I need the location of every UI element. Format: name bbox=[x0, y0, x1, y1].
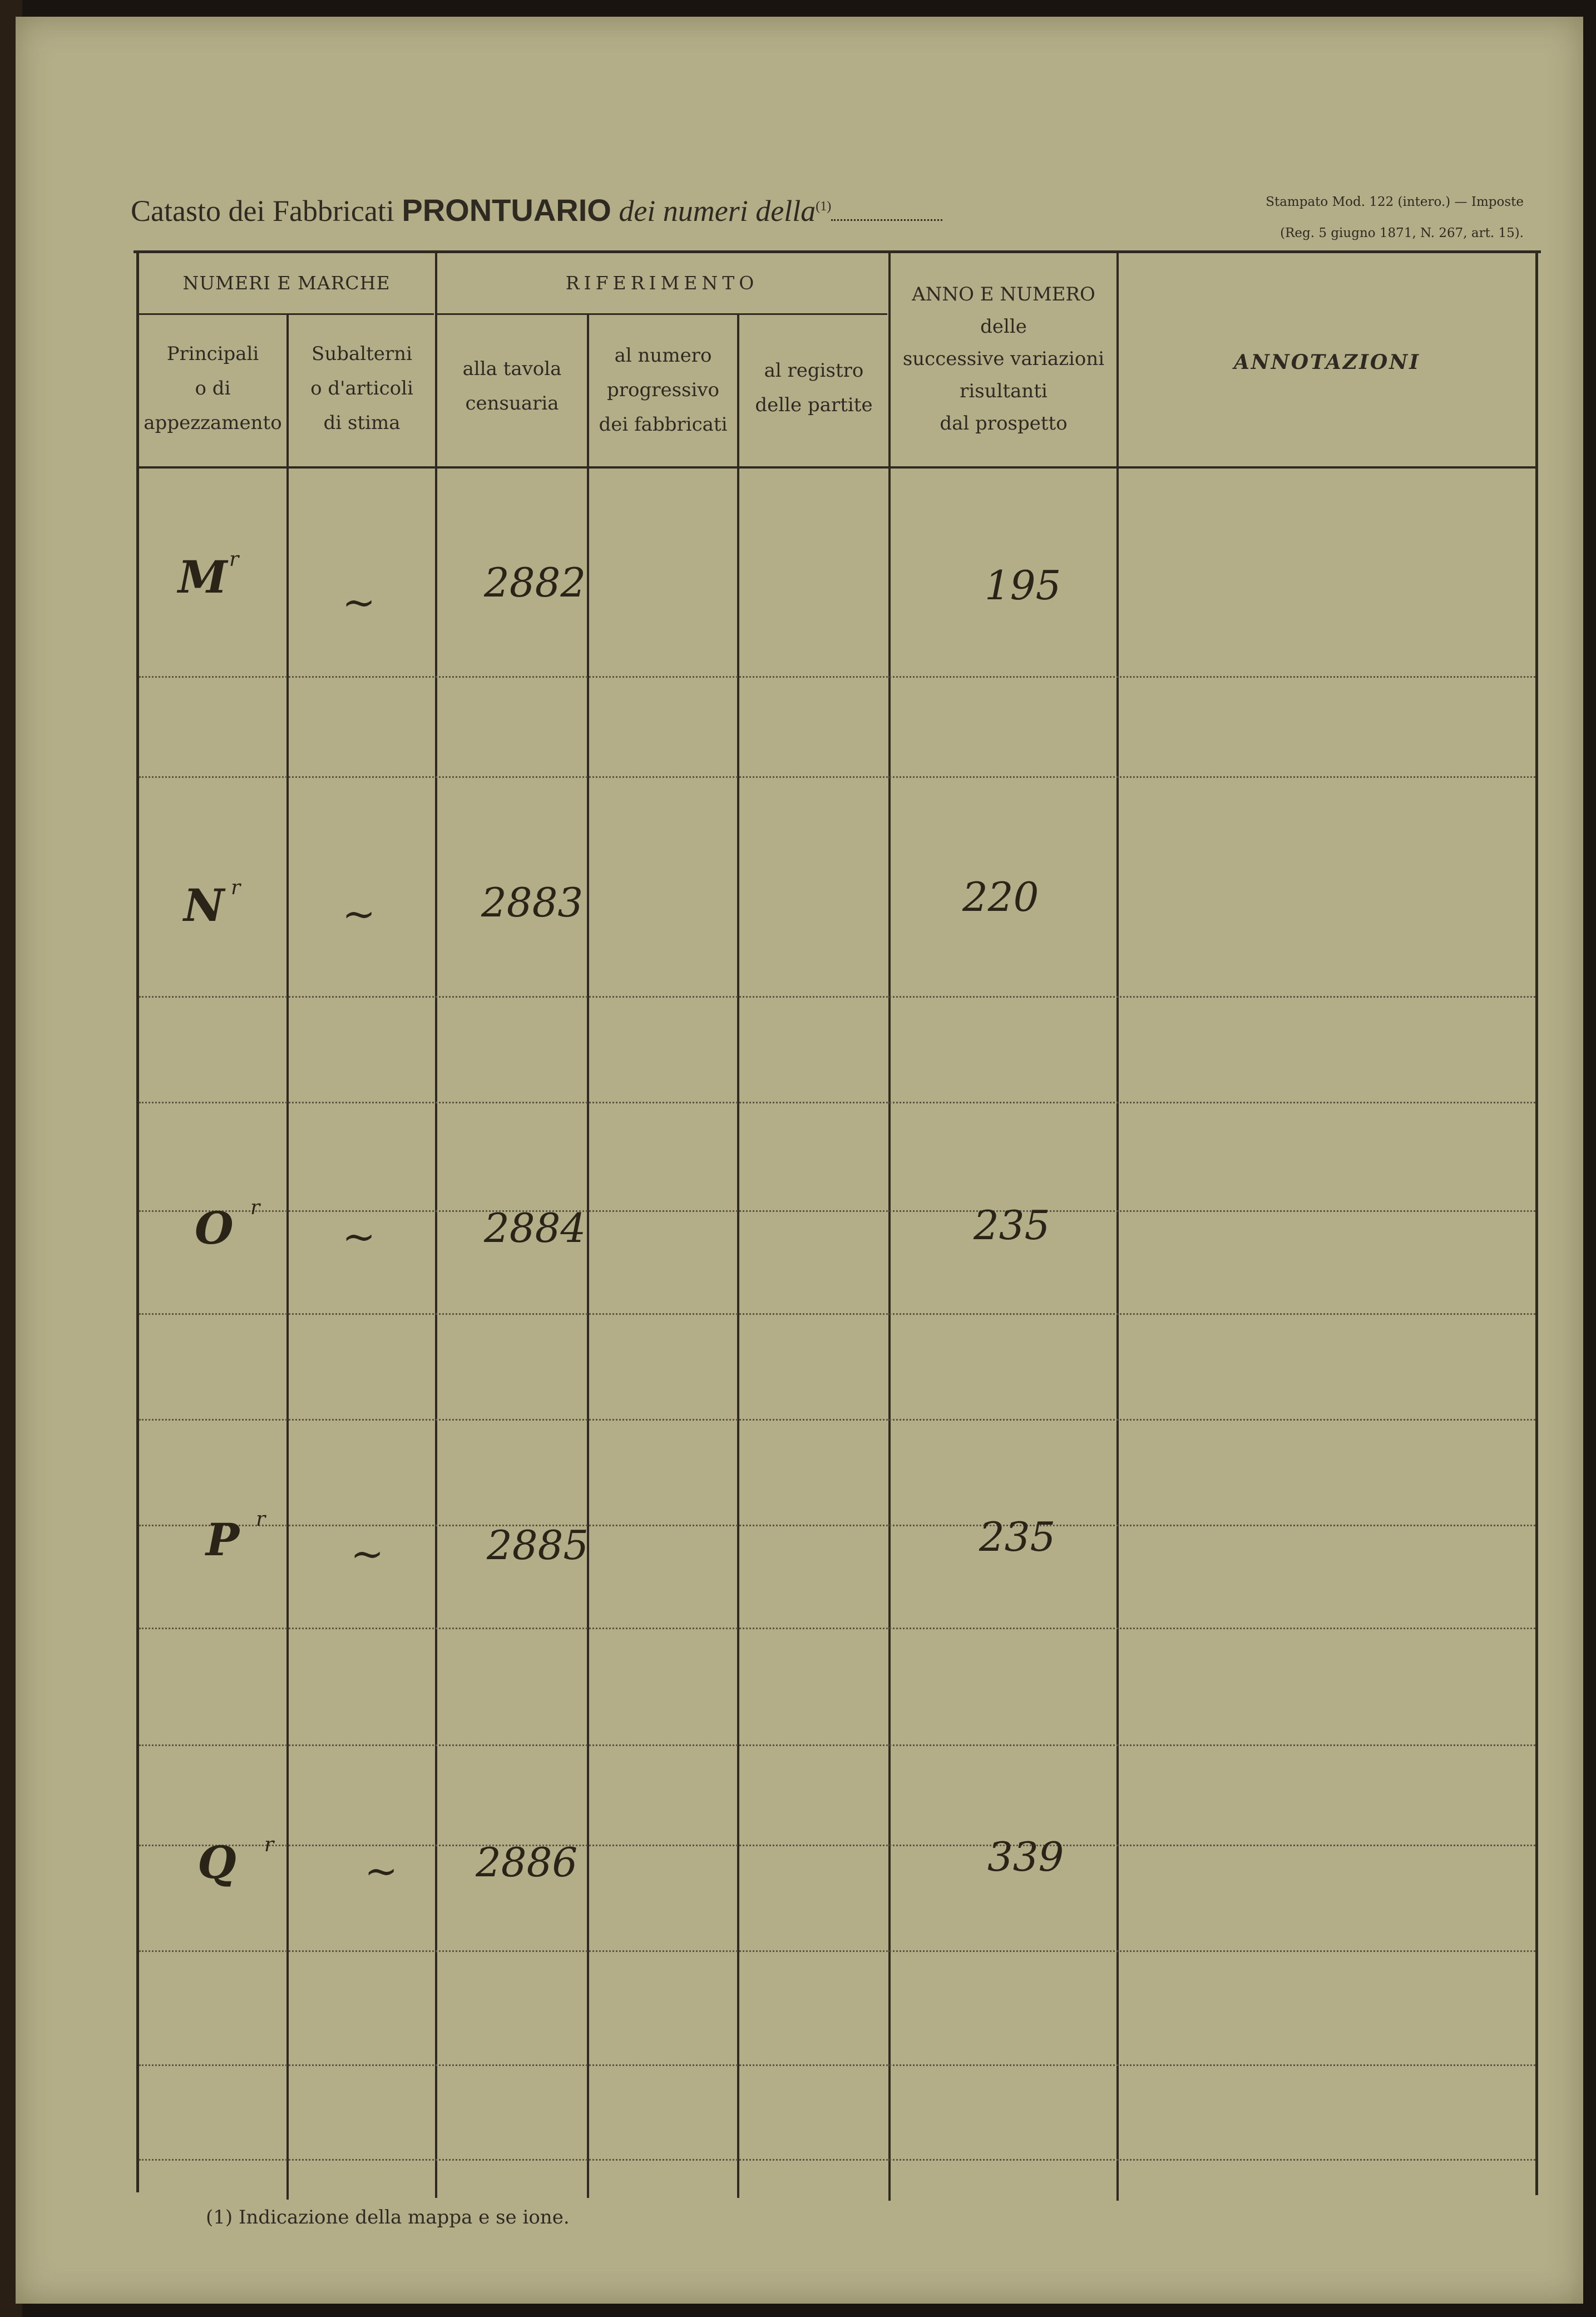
stamp-line-2: (Reg. 5 giugno 1871, N. 267, art. 15). bbox=[1280, 226, 1524, 240]
row-anno: 195 bbox=[985, 562, 1061, 609]
row-subalterno: ~ bbox=[350, 1530, 384, 1577]
ruling-line bbox=[139, 1419, 1535, 1421]
header-principali-line3: appezzamento bbox=[144, 412, 282, 434]
footnote: (1) Indicazione della mappa e se ione. bbox=[206, 2206, 570, 2229]
header-subalterni bbox=[289, 337, 435, 440]
header-anno-line3: successive variazioni bbox=[902, 348, 1105, 370]
row-tavola: 2886 bbox=[476, 1839, 578, 1886]
col-divider-3 bbox=[587, 314, 589, 2198]
row-mark-sup: r bbox=[256, 1508, 266, 1531]
row-mark-sup: r bbox=[250, 1196, 260, 1219]
row-mark-sup: r bbox=[231, 876, 241, 899]
header-annotazioni: ANNOTAZIONI bbox=[1233, 351, 1421, 374]
header-registro-line2: delle partite bbox=[755, 394, 873, 416]
row-mark: Q bbox=[197, 1836, 236, 1889]
row-anno: 220 bbox=[962, 874, 1039, 920]
row-anno: 339 bbox=[987, 1833, 1064, 1880]
ruling-line bbox=[139, 776, 1535, 778]
header-principali bbox=[139, 337, 286, 440]
ruling-line bbox=[139, 2064, 1535, 2066]
row-mark: M bbox=[178, 551, 228, 603]
header-numero-line1: al numero bbox=[614, 344, 712, 367]
header-anno-line4: risultanti bbox=[960, 380, 1047, 402]
header-tavola-line1: alla tavola bbox=[462, 358, 562, 380]
header-subalterni-line3: di stima bbox=[323, 412, 401, 434]
header-numero-line2: progressivo bbox=[606, 379, 720, 401]
row-subalterno: ~ bbox=[364, 1847, 398, 1894]
row-mark: P bbox=[206, 1514, 240, 1566]
row-subalterno: ~ bbox=[342, 579, 376, 625]
header-anno-line5: dal prospetto bbox=[940, 412, 1068, 435]
header-anno-line2: delle bbox=[980, 315, 1027, 338]
header-registro-line1: al registro bbox=[764, 359, 864, 382]
row-mark-sup: r bbox=[229, 548, 239, 571]
group2-underline bbox=[437, 313, 887, 315]
ruling-line bbox=[139, 1102, 1535, 1103]
ruling-line bbox=[139, 1950, 1535, 1952]
header-tavola-line2: censuaria bbox=[465, 392, 559, 415]
col-divider-6 bbox=[1116, 253, 1119, 2201]
header-numero bbox=[589, 338, 737, 442]
row-anno: 235 bbox=[974, 1202, 1050, 1249]
header-anno-numero bbox=[891, 278, 1116, 440]
col-divider-1 bbox=[286, 313, 289, 2200]
title-footnote-ref: (1) bbox=[816, 199, 832, 214]
stamp-line-1: Stampato Mod. 122 (intero.) — Imposte bbox=[1266, 195, 1524, 209]
row-mark: O bbox=[195, 1202, 234, 1254]
ruling-line bbox=[139, 676, 1535, 678]
col-divider-2 bbox=[435, 253, 437, 2198]
ruling-line bbox=[139, 1744, 1535, 1746]
row-subalterno: ~ bbox=[342, 890, 376, 937]
header-principali-line2: o di bbox=[195, 377, 231, 400]
row-subalterno: ~ bbox=[342, 1213, 376, 1260]
table-left-border bbox=[136, 250, 139, 2192]
header-bottom-border bbox=[139, 466, 1535, 469]
row-tavola: 2883 bbox=[481, 879, 584, 926]
ruling-line bbox=[139, 2159, 1535, 2161]
row-mark-sup: r bbox=[264, 1833, 274, 1856]
table-right-border bbox=[1535, 250, 1538, 2195]
table-top-border bbox=[134, 250, 1541, 253]
row-mark: N bbox=[184, 879, 225, 931]
print-stamp bbox=[1266, 186, 1524, 249]
row-tavola: 2884 bbox=[484, 1205, 586, 1251]
ruling-line bbox=[139, 1210, 1535, 1212]
header-registro bbox=[739, 353, 888, 422]
header-tavola bbox=[437, 352, 587, 421]
header-subalterni-line1: Subalterni bbox=[312, 343, 412, 365]
ruling-line bbox=[139, 1525, 1535, 1526]
col-divider-5 bbox=[888, 253, 891, 2201]
title-italic: dei numeri della bbox=[619, 194, 816, 228]
header-numeri-marche: NUMERI E MARCHE bbox=[182, 272, 391, 294]
row-tavola: 2882 bbox=[484, 559, 586, 606]
header-anno-line1: ANNO E NUMERO bbox=[912, 283, 1095, 305]
ruling-line bbox=[139, 1313, 1535, 1315]
header-subalterni-line2: o d'articoli bbox=[310, 377, 413, 400]
title-blank bbox=[831, 219, 942, 221]
page-title bbox=[131, 192, 942, 228]
title-bold: PRONTUARIO bbox=[402, 193, 611, 228]
header-riferimento: RIFERIMENTO bbox=[565, 272, 759, 294]
ruling-line bbox=[139, 1845, 1535, 1846]
title-prefix: Catasto dei Fabbricati bbox=[131, 194, 394, 228]
ruling-line bbox=[139, 1628, 1535, 1629]
col-divider-4 bbox=[737, 314, 739, 2198]
row-tavola: 2885 bbox=[487, 1522, 589, 1569]
row-anno: 235 bbox=[979, 1514, 1056, 1560]
header-numero-line3: dei fabbricati bbox=[599, 413, 728, 436]
ruling-line bbox=[139, 996, 1535, 998]
header-principali-line1: Principali bbox=[166, 343, 259, 365]
